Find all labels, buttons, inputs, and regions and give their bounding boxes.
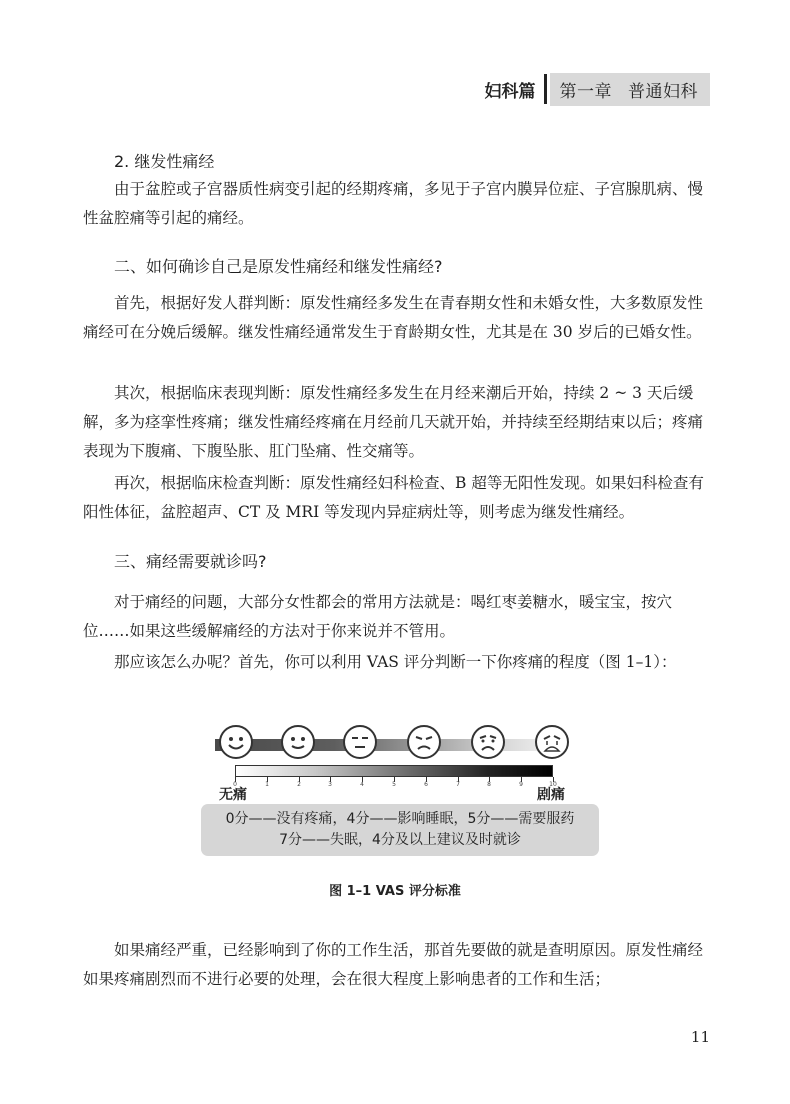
- header-divider: [544, 74, 547, 104]
- header-title: 普通妇科: [628, 81, 698, 102]
- crying-face-icon: [535, 725, 569, 759]
- page-number: 11: [690, 1028, 710, 1046]
- scale-tick-label: 8: [487, 781, 491, 788]
- label-no-pain: 无痛: [219, 787, 247, 803]
- scale-tick-label: 2: [297, 781, 301, 788]
- paragraph-section2-3: 再次，根据临床检查判断：原发性痛经妇科检查、B 超等无阳性发现。如果妇科检查有阳性体征，盆腔超声、CT 及 MRI 等发现内异症病灶等，则考虑为继发性痛经。: [83, 474, 704, 521]
- paragraph-secondary: 由于盆腔或子宫器质性病变引起的经期疼痛，多见于子宫内膜异位症、子宫腺肌病、慢性盆腔痛等引起的痛经。: [83, 180, 704, 227]
- scale-tick-label: 0: [233, 781, 237, 788]
- scale-tick-label: 5: [392, 781, 396, 788]
- neutral-face-icon: [343, 725, 377, 759]
- heading-section-2: 二、如何确诊自己是原发性痛经和继发性痛经?: [114, 257, 443, 276]
- vas-figure: [201, 722, 599, 856]
- scale-tick-label: 7: [456, 781, 460, 788]
- scale-tick-label: 9: [519, 781, 523, 788]
- vas-legend-line-1: 0分——没有疼痛，4分——影响睡眠，5分——需要服药: [225, 811, 575, 827]
- paragraph-section2-2: 其次，根据临床表现判断：原发性痛经多发生在月经来潮后开始，持续 2 ~ 3 天后缓解，多为痉挛性疼痛；继发性痛经疼痛在月经前几天就开始，并持续至经期结束以后；疼痛表现为下腹痛、下腹坠胀、肛门坠痛、性交痛等。: [83, 384, 704, 460]
- smile-face-icon: [281, 725, 315, 759]
- paragraph-section3-1: 对于痛经的问题，大部分女性都会的常用方法就是：喝红枣姜糖水，暖宝宝，按穴位……如果这些缓解痛经的方法对于你来说并不管用。: [83, 593, 673, 640]
- label-severe-pain: 剧痛: [537, 787, 565, 803]
- header-section: 妇科篇: [484, 81, 536, 102]
- header-chapter-box: [550, 73, 711, 106]
- paragraph-closing: 如果痛经严重，已经影响到了你的工作生活，那首先要做的就是查明原因。原发性痛经如果疼痛剧烈而不进行必要的处理，会在很大程度上影响患者的工作和生活；: [83, 941, 704, 988]
- subheading-secondary: 2. 继发性痛经: [114, 152, 215, 171]
- sad-face-icon: [471, 725, 505, 759]
- running-header: [485, 74, 711, 104]
- heading-section-3: 三、痛经需要就诊吗?: [114, 552, 267, 571]
- scale-tick-label: 10: [549, 781, 557, 788]
- vas-legend-line-2: 7分——失眠，4分及以上建议及时就诊: [279, 832, 521, 848]
- vas-scale-ticks: [233, 777, 557, 788]
- scale-tick-label: 3: [328, 781, 332, 788]
- figure-caption: 图 1–1 VAS 评分标准: [329, 884, 461, 899]
- paragraph-section3-2: 那应该怎么办呢？首先，你可以利用 VAS 评分判断一下你疼痛的程度（图 1–1）：: [114, 653, 677, 671]
- frown-face-icon: [407, 725, 441, 759]
- happy-face-icon: [219, 725, 253, 759]
- scale-tick-label: 1: [265, 781, 269, 788]
- paragraph-section2-1: 首先，根据好发人群判断：原发性痛经多发生在青春期女性和未婚女性，大多数原发性痛经可在分娩后缓解。继发性痛经通常发生于育龄期女性，尤其是在 30 岁后的已婚女性。: [83, 294, 704, 341]
- header-chapter: 第一章: [559, 81, 612, 102]
- vas-legend-box: [201, 804, 599, 856]
- scale-tick-label: 4: [360, 781, 364, 788]
- vas-scale-bar: [235, 765, 553, 777]
- scale-tick-label: 6: [424, 781, 428, 788]
